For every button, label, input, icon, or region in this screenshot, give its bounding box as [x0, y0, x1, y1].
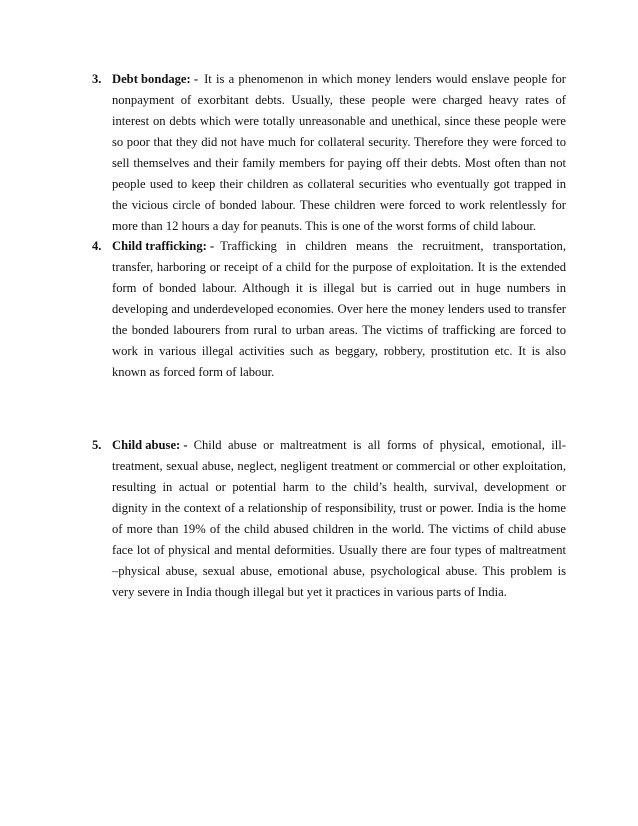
paragraph-line: of more than 19% of the child abused children in the world. The victims of child abuse: [112, 522, 566, 536]
paragraph-line: treatment, sexual abuse, neglect, negligent treatment or commercial or other exploitation,: [112, 459, 566, 473]
item-first-line: [92, 236, 566, 257]
item-first-line: [92, 69, 566, 90]
paragraph-line: work in various illegal activities such as beggary, robbery, prostitution etc. It is also: [112, 344, 566, 358]
paragraph-line: dignity in the context of a relationship of responsibility, trust or power. India is the home: [112, 501, 566, 515]
paragraph-line: sell themselves and their family members for paying off their debts. Most often than not: [112, 156, 566, 170]
item-heading: Child trafficking: -: [112, 239, 215, 253]
item-first-line: [92, 435, 566, 456]
paragraph-line: Child abuse or maltreatment is all forms of physical, emotional, ill-: [193, 438, 566, 452]
paragraph-line: nonpayment of exorbitant debts. Usually, these people were charged heavy rates of: [112, 93, 566, 107]
paragraph-line: interest on debts which were totally unreasonable and unethical, since these people were: [112, 114, 566, 128]
paragraph-line: the bonded labourers from rural to urban areas. The victims of trafficking are forced to: [112, 323, 566, 337]
paragraph-line: more than 12 hours a day for peanuts. This is one of the worst forms of child labour.: [112, 219, 537, 233]
paragraph-line: developing and underdeveloped economies. Over here the money lenders used to transfer: [112, 302, 566, 316]
item-heading: Child abuse: -: [112, 438, 188, 452]
list-item-debt-bondage: [92, 69, 566, 237]
paragraph-line: known as forced form of labour.: [112, 365, 275, 379]
item-heading: Debt bondage: -: [112, 72, 199, 86]
paragraph-line: transfer, harboring or receipt of a child for the purpose of exploitation. It is the extended: [112, 260, 566, 274]
paragraph-line: so poor that they did not have much for collateral security. Therefore they were forced to: [112, 135, 566, 149]
item-number: 5.: [92, 438, 102, 452]
paragraph-line: resulting in actual or potential harm to the child’s health, survival, development or: [112, 480, 566, 494]
paragraph-line: form of bonded labour. Although it is illegal but is carried out in huge numbers in: [112, 281, 566, 295]
item-number: 3.: [92, 72, 102, 86]
list-item-child-trafficking: [92, 236, 566, 383]
list-item-child-abuse: [92, 435, 566, 603]
paragraph-line: the vicious circle of bonded labour. These children were forced to work relentlessly for: [112, 198, 566, 212]
paragraph-line: people used to keep their children as collateral securities who eventually got trapped in: [112, 177, 566, 191]
paragraph-line: It is a phenomenon in which money lenders would enslave people for: [204, 72, 566, 86]
paragraph-line: –physical abuse, sexual abuse, emotional abuse, psychological abuse. This problem is: [112, 564, 566, 578]
item-number: 4.: [92, 239, 102, 253]
paragraph-line: very severe in India though illegal but yet it practices in various parts of India.: [112, 585, 507, 599]
paragraph-line: face lot of physical and mental deformities. Usually there are four types of maltreatment: [112, 543, 566, 557]
paragraph-line: Trafficking in children means the recruitment, transportation,: [220, 239, 566, 253]
